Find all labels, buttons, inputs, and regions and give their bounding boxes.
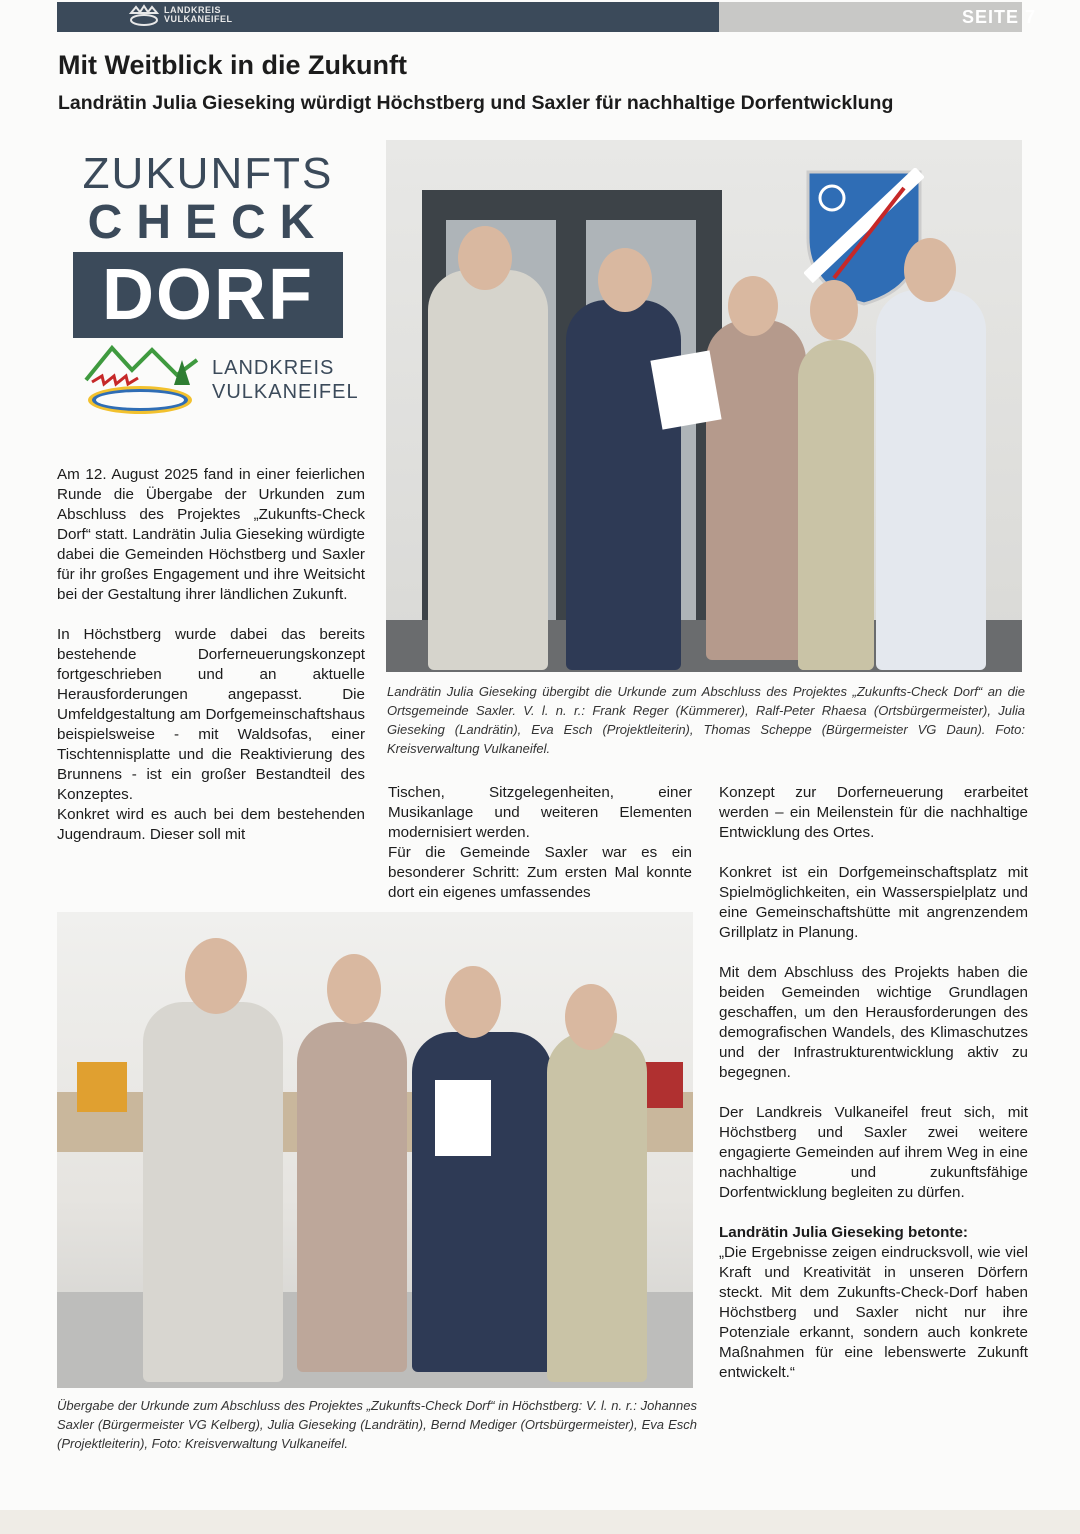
logo-line1: ZUKUNFTS	[82, 149, 334, 198]
district-crest-icon	[128, 3, 160, 27]
paragraph: Tischen, Sitzgelegenheiten, einer Musikanlage und weiteren Elementen modernisiert werden.	[388, 784, 692, 841]
certificate	[650, 350, 721, 429]
paragraph: In Höchstberg wurde dabei das bereits bestehende Dorferneuerungskonzept fortgeschrieben und an aktuelle Herausforderungen angepasst. Die Umfeldgestaltung am Dorfgemeinschaftshaus beispielsweise - mit Waldsofas, einer Tischtennisplatte und die Reaktivierung des Brunnens - ist ein großer Bestandteil des Konzeptes.	[57, 626, 365, 803]
page-bottom-margin	[0, 1510, 1080, 1534]
article-title: Mit Weitblick in die Zukunft	[58, 50, 407, 80]
logo-line2: CHECK	[87, 196, 329, 249]
landkreis-emblem-icon	[82, 340, 202, 420]
photo2-caption: Übergabe der Urkunde zum Abschluss des Projektes „Zukunfts-Check Dorf“ in Höchstberg: V. l. n. r.: Johannes Saxler (Bürgermeister VG Kelberg), Julia Gieseking (Landrätin), Bernd Mediger (Ortsbürgermeister), Eva Esch (Projektleiterin), Foto: Kreisverwaltung Vulkaneifel.	[57, 1398, 697, 1451]
quote: „Die Ergebnisse zeigen eindrucksvoll, wie viel Kraft und Kreativität in unseren Dörfern steckt. Mit dem Zukunfts-Check-Dorf haben Höchstberg und Saxler nicht nur ihre Potenziale erkannt, sondern auch konkrete Maßnahmen für eine lebenswerte Zukunft entwickelt.“	[719, 1244, 1028, 1381]
article-column-3	[719, 783, 1028, 1383]
photo-hoechstberg-handover	[57, 912, 693, 1388]
landkreis-line1: LANDKREIS	[212, 357, 335, 379]
landkreis-logo	[82, 340, 359, 420]
certificate	[435, 1080, 491, 1156]
paragraph: Am 12. August 2025 fand in einer feierlichen Runde die Übergabe der Urkunden zum Abschluss des Projektes „Zukunfts-Check Dorf“ statt. Landrätin Julia Gieseking würdigte dabei die Gemeinden Höchstberg und Saxler für ihr großes Engagement und ihre Weitsicht bei der Gestaltung ihrer ländlichen Zukunft.	[57, 466, 365, 603]
paragraph: Für die Gemeinde Saxler war es ein besonderer Schritt: Zum ersten Mal konnte dort ein eigenes umfassendes	[388, 844, 692, 901]
paragraph: Mit dem Abschluss des Projekts haben die beiden Gemeinden wichtige Grundlagen geschaffen, um den Herausforderungen des demografischen Wandels, des Klimaschutzes und der Infrastrukturentwicklung aktiv zu begegnen.	[719, 964, 1028, 1081]
header-logo-line1: LANDKREIS	[164, 5, 222, 15]
article-subtitle: Landrätin Julia Gieseking würdigt Höchstberg und Saxler für nachhaltige Dorfentwicklung	[58, 92, 894, 114]
paragraph: Der Landkreis Vulkaneifel freut sich, mit Höchstberg und Saxler zwei weitere engagierte Gemeinden auf ihrem Weg in eine nachhaltige und zukunftsfähige Dorfentwicklung begleiten zu dürfen.	[719, 1104, 1028, 1201]
header-logo-line2: VULKANEIFEL	[164, 14, 233, 24]
photo1-caption: Landrätin Julia Gieseking übergibt die Urkunde zum Abschluss des Projektes „Zukunfts-Check Dorf“ an die Ortsgemeinde Saxler. V. l. n. r.: Frank Reger (Kümmerer), Ralf-Peter Rhaesa (Ortsbürgermeister), Julia Gieseking (Landrätin), Eva Esch (Projektleiterin), Thomas Scheppe (Bürgermeister VG Daun). Foto: Kreisverwaltung Vulkaneifel.	[387, 684, 1025, 756]
photo-saxler-handover	[386, 140, 1022, 672]
page-number: SEITE 7	[961, 7, 1036, 27]
landkreis-line2: VULKANEIFEL	[212, 381, 359, 403]
paragraph: Konkret ist ein Dorfgemeinschaftsplatz mit Spielmöglichkeiten, ein Wasserspielplatz und eine Gemeinschaftshütte mit angrenzendem Grillplatz in Planung.	[719, 864, 1028, 941]
article-column-1	[57, 465, 365, 845]
paragraph: Konzept zur Dorferneuerung erarbeitet werden – ein Meilenstein für die nachhaltige Entwicklung des Ortes.	[719, 784, 1028, 841]
paragraph: Konkret wird es auch bei dem bestehenden Jugendraum. Dieser soll mit	[57, 806, 365, 843]
header-logo	[128, 3, 233, 27]
quote-lead: Landrätin Julia Gieseking betonte:	[719, 1224, 968, 1241]
article-column-2	[388, 783, 692, 903]
logo-line3: DORF	[73, 252, 343, 338]
zukunfts-check-dorf-logo	[73, 150, 343, 338]
